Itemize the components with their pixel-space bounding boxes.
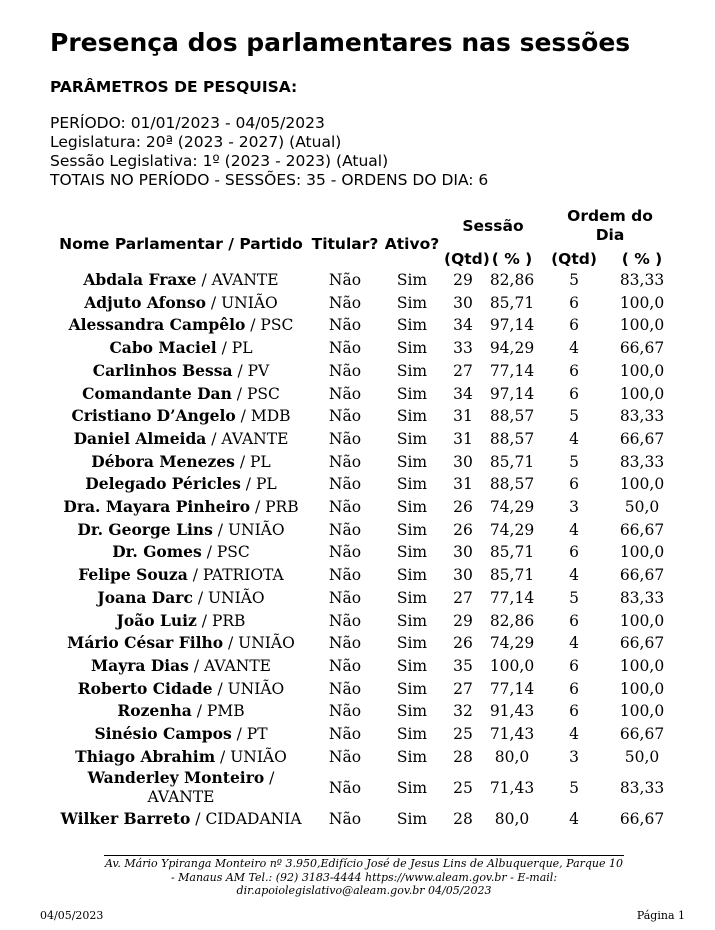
order-pct: 83,33 [619,271,665,289]
member-party: MDB [250,407,291,426]
session-qtd: 31 [453,429,473,448]
order-qtd: 5 [569,778,579,797]
session-pct: 85,71 [489,293,535,312]
order-pct: 66,67 [619,634,665,653]
titular-value: Não [328,339,362,358]
titular-value: Não [328,634,362,653]
ativo-value: Sim [396,271,428,289]
ativo-value: Sim [396,498,428,517]
member-party: UNIÃO [230,747,287,766]
session-qtd: 34 [453,316,473,335]
member-name-party [52,587,310,610]
titular-value: Não [328,452,362,471]
member-party: PL [255,475,277,494]
session-qtd: 35 [453,656,473,675]
member-party: PRB [265,498,299,517]
table-row [52,519,678,542]
page-number: Página 1 [636,909,685,922]
order-qtd: 4 [569,566,579,585]
member-name-party [52,700,310,723]
order-qtd: 6 [569,384,579,403]
ativo-value: Sim [396,725,428,744]
session-pct: 88,57 [489,429,535,448]
page-title: Presença dos parlamentares nas sessões [50,28,631,57]
session-pct: 77,14 [489,679,535,698]
order-pct: 100,0 [619,475,665,494]
member-name-party [52,473,310,496]
order-pct: 100,0 [619,656,665,675]
order-qtd: 5 [569,271,579,289]
session-qtd: 29 [453,271,473,289]
member-name-party [52,428,310,451]
name-party-separator: / [235,407,251,426]
session-pct: 97,14 [489,384,535,403]
session-pct: 80,0 [494,810,530,829]
table-header-row [52,207,678,245]
member-name: Abdala Fraxe [83,270,197,289]
member-name: Alessandra Campêlo [68,315,246,335]
session-pct: 71,43 [489,778,535,797]
order-pct: 100,0 [619,611,665,630]
member-name: Adjuto Afonso [84,292,206,312]
titular-value: Não [328,702,362,721]
member-name-party [52,768,310,808]
order-pct: 66,67 [619,520,665,539]
titular-value: Não [328,543,362,562]
session-qtd: 26 [453,520,473,539]
session-pct: 88,57 [489,475,535,494]
titular-value: Não [328,407,362,426]
member-name: Cristiano D’Angelo [71,406,236,426]
name-party-separator: / [212,679,228,698]
titular-value: Não [328,293,362,312]
member-name-party [52,314,310,337]
period-totals-line: TOTAIS NO PERÍODO - SESSÕES: 35 - ORDENS DO DIA: 6 [50,171,489,189]
member-name: Roberto Cidade [77,678,213,698]
name-party-separator: / [245,316,261,335]
table-row [52,723,678,746]
ativo-value: Sim [396,611,428,630]
titular-value: Não [328,778,362,797]
member-party: AVANTE [221,429,289,448]
member-name: Comandante Dan [82,383,232,403]
member-name: Joana Darc [97,587,193,607]
member-party: UNIÃO [221,293,278,312]
name-party-separator: / [216,339,232,358]
session-pct: 88,57 [489,407,535,426]
legislative-session-line: Sessão Legislativa: 1º (2023 - 2023) (Atual) [50,152,389,170]
order-qtd: 6 [569,293,579,312]
member-name: Cabo Maciel [109,338,217,358]
session-pct: 74,29 [489,520,535,539]
titular-value: Não [328,679,362,698]
titular-value: Não [328,316,362,335]
order-qtd: 4 [569,339,579,358]
name-party-separator: / [188,656,204,675]
member-name-party [52,808,310,831]
session-pct: 94,29 [489,339,535,358]
titular-value: Não [328,747,362,766]
member-name-party [52,337,310,360]
session-qtd: 30 [453,293,473,312]
header-session-pct: ( % ) [491,250,533,268]
session-pct: 85,71 [489,452,535,471]
titular-value: Não [328,725,362,744]
name-party-separator: / [231,725,247,744]
table-row [52,700,678,723]
member-party: AVANTE [204,656,271,675]
member-name: Mário César Filho [67,633,224,653]
member-name: Daniel Almeida [73,428,207,448]
member-name: Thiago Abrahim [75,746,216,766]
header-ativo: Ativo? [384,234,440,253]
header-order-qtd: (Qtd) [551,250,597,268]
member-name-party [52,655,310,678]
name-party-separator: / [196,611,212,630]
session-qtd: 27 [453,679,473,698]
session-qtd: 25 [453,778,473,797]
ativo-value: Sim [396,679,428,698]
order-qtd: 5 [569,452,579,471]
member-name-party [52,632,310,655]
order-pct: 66,67 [619,429,665,448]
titular-value: Não [328,498,362,517]
member-party: PRB [211,611,246,630]
session-qtd: 25 [453,725,473,744]
table-row [52,541,678,564]
table-row [52,610,678,633]
ativo-value: Sim [396,588,428,607]
session-pct: 82,86 [489,611,535,630]
order-qtd: 5 [569,588,579,607]
order-pct: 100,0 [619,543,665,562]
ativo-value: Sim [396,339,428,358]
member-name-party [52,723,310,746]
member-party: CIDADANIA [205,810,302,829]
order-pct: 66,67 [619,810,665,829]
session-qtd: 27 [453,588,473,607]
table-row [52,632,678,655]
ativo-value: Sim [396,407,428,426]
member-name-party [52,610,310,633]
session-pct: 100,0 [489,656,535,675]
header-order-of-day: Ordem do Dia [567,207,653,244]
header-titular: Titular? [311,234,379,253]
order-pct: 100,0 [619,293,665,312]
name-party-separator: / [264,769,275,788]
ativo-value: Sim [396,778,428,797]
ativo-value: Sim [396,429,428,448]
table-row [52,360,678,383]
member-party: AVANTE [147,788,215,807]
member-name-party [52,383,310,406]
order-qtd: 6 [569,543,579,562]
ativo-value: Sim [396,810,428,829]
order-pct: 66,67 [619,725,665,744]
order-pct: 50,0 [624,747,660,766]
table-row [52,564,678,587]
session-pct: 82,86 [489,271,535,289]
name-party-separator: / [240,475,256,494]
session-pct: 77,14 [489,361,535,380]
order-pct: 100,0 [619,679,665,698]
session-qtd: 33 [453,339,473,358]
header-session-qtd: (Qtd) [444,250,490,268]
member-name: Wilker Barreto [60,809,191,829]
attendance-table [52,207,678,831]
session-qtd: 26 [453,498,473,517]
ativo-value: Sim [396,316,428,335]
table-row [52,587,678,610]
member-name-party [52,678,310,701]
titular-value: Não [328,384,362,403]
ativo-value: Sim [396,452,428,471]
order-qtd: 4 [569,429,579,448]
table-row [52,496,678,519]
member-party: UNIÃO [227,520,285,539]
name-party-separator: / [234,452,250,471]
footer-date: 04/05/2023 [40,909,104,922]
session-qtd: 28 [453,747,473,766]
member-name: Débora Menezes [91,451,235,471]
order-qtd: 6 [569,611,579,630]
member-name-party [52,496,310,519]
name-party-separator: / [192,588,208,607]
header-order-pct: ( % ) [621,250,663,268]
member-party: PL [231,339,253,358]
session-qtd: 30 [453,566,473,585]
member-name: Dr. Gomes [112,542,202,562]
table-row [52,269,678,292]
ativo-value: Sim [396,475,428,494]
order-qtd: 6 [569,475,579,494]
order-qtd: 4 [569,634,579,653]
session-qtd: 31 [453,475,473,494]
member-name-party [52,360,310,383]
table-row [52,768,678,808]
search-parameters [50,114,488,190]
member-name-party [52,541,310,564]
name-party-separator: / [250,498,266,517]
name-party-separator: / [191,702,207,721]
member-party: UNIÃO [238,634,295,653]
member-name-party [52,269,310,292]
titular-value: Não [328,361,362,380]
name-party-separator: / [206,293,222,312]
titular-value: Não [328,810,362,829]
member-name: Felipe Souza [78,565,188,585]
member-name-party [52,451,310,474]
session-pct: 80,0 [494,747,530,766]
order-qtd: 4 [569,810,579,829]
member-name-party [52,519,310,542]
footer-divider [104,855,624,856]
order-qtd: 6 [569,656,579,675]
name-party-separator: / [215,747,231,766]
member-party: PMB [206,702,245,721]
table-row [52,655,678,678]
name-party-separator: / [223,634,239,653]
member-party: AVANTE [211,271,279,289]
session-qtd: 29 [453,611,473,630]
session-pct: 77,14 [489,588,535,607]
order-qtd: 3 [569,498,579,517]
member-name-party [52,746,310,769]
order-pct: 83,33 [619,452,665,471]
footer-address: Av. Mário Ypiranga Monteiro nº 3.950,Edifício José de Jesus Lins de Albuquerque, Parque 10 - Manaus AM Tel.: (92) 3183-4444 https://www.aleam.gov.br - E-mail: dir.apoiolegislativo@aleam.gov.br 04/05/2023 [104,857,624,897]
member-name: Carlinhos Bessa [92,360,233,380]
titular-value: Não [328,520,362,539]
table-row [52,473,678,496]
order-qtd: 5 [569,407,579,426]
titular-value: Não [328,475,362,494]
name-party-separator: / [212,520,228,539]
member-party: PSC [260,316,294,335]
ativo-value: Sim [396,634,428,653]
table-row [52,383,678,406]
order-qtd: 3 [569,747,579,766]
table-row [52,451,678,474]
order-qtd: 6 [569,679,579,698]
ativo-value: Sim [396,384,428,403]
session-qtd: 30 [453,452,473,471]
ativo-value: Sim [396,520,428,539]
order-pct: 100,0 [619,702,665,721]
titular-value: Não [328,588,362,607]
order-pct: 83,33 [619,588,665,607]
titular-value: Não [328,271,362,289]
session-pct: 74,29 [489,634,535,653]
name-party-separator: / [187,566,203,585]
order-qtd: 6 [569,316,579,335]
ativo-value: Sim [396,656,428,675]
ativo-value: Sim [396,543,428,562]
member-name: Delegado Péricles [85,474,241,494]
member-name: João Luiz [116,610,197,630]
member-party: PT [246,725,268,744]
session-pct: 74,29 [489,498,535,517]
name-party-separator: / [190,810,206,829]
header-name: Nome Parlamentar / Partido [59,234,303,253]
order-qtd: 4 [569,725,579,744]
name-party-separator: / [206,429,222,448]
session-pct: 91,43 [489,702,535,721]
order-pct: 100,0 [619,384,665,403]
member-party: PV [247,361,270,380]
header-session: Sessão [462,216,524,235]
member-name: Sinésio Campos [94,724,232,744]
session-qtd: 26 [453,634,473,653]
order-qtd: 4 [569,520,579,539]
order-pct: 50,0 [624,498,660,517]
session-qtd: 28 [453,810,473,829]
member-party: PATRIOTA [202,566,284,585]
ativo-value: Sim [396,361,428,380]
name-party-separator: / [232,361,248,380]
titular-value: Não [328,566,362,585]
member-name: Dra. Mayara Pinheiro [63,497,251,517]
titular-value: Não [328,429,362,448]
member-party: PL [249,452,271,471]
order-pct: 100,0 [619,361,665,380]
session-pct: 71,43 [489,725,535,744]
table-row [52,428,678,451]
member-name-party [52,405,310,428]
period-line: PERÍODO: 01/01/2023 - 04/05/2023 [50,114,325,132]
member-party: PSC [216,543,250,562]
ativo-value: Sim [396,293,428,312]
member-name-party [52,564,310,587]
member-name-party [52,292,310,315]
name-party-separator: / [201,543,217,562]
search-parameters-heading: PARÂMETROS DE PESQUISA: [50,78,298,96]
member-name: Rozenha [117,701,192,721]
session-qtd: 32 [453,702,473,721]
session-pct: 85,71 [489,543,535,562]
member-name: Dr. George Lins [77,519,213,539]
ativo-value: Sim [396,702,428,721]
session-qtd: 34 [453,384,473,403]
legislature-line: Legislatura: 20ª (2023 - 2027) (Atual) [50,133,342,151]
titular-value: Não [328,656,362,675]
ativo-value: Sim [396,747,428,766]
order-pct: 66,67 [619,566,665,585]
order-pct: 100,0 [619,316,665,335]
order-qtd: 6 [569,361,579,380]
titular-value: Não [328,611,362,630]
member-name: Mayra Dias [91,655,189,675]
table-row [52,405,678,428]
name-party-separator: / [231,384,247,403]
member-party: UNIÃO [227,679,285,698]
order-pct: 83,33 [619,778,665,797]
order-pct: 66,67 [619,339,665,358]
name-party-separator: / [196,271,212,289]
ativo-value: Sim [396,566,428,585]
table-row [52,314,678,337]
session-qtd: 30 [453,543,473,562]
member-name: Wanderley Monteiro [87,768,265,788]
session-qtd: 27 [453,361,473,380]
table-row [52,808,678,831]
table-row [52,337,678,360]
session-qtd: 31 [453,407,473,426]
member-party: PSC [246,384,280,403]
session-pct: 97,14 [489,316,535,335]
attendance-rows [52,269,678,831]
table-row [52,292,678,315]
order-qtd: 6 [569,702,579,721]
table-row [52,678,678,701]
order-pct: 83,33 [619,407,665,426]
session-pct: 85,71 [489,566,535,585]
member-party: UNIÃO [207,588,265,607]
table-row [52,746,678,769]
